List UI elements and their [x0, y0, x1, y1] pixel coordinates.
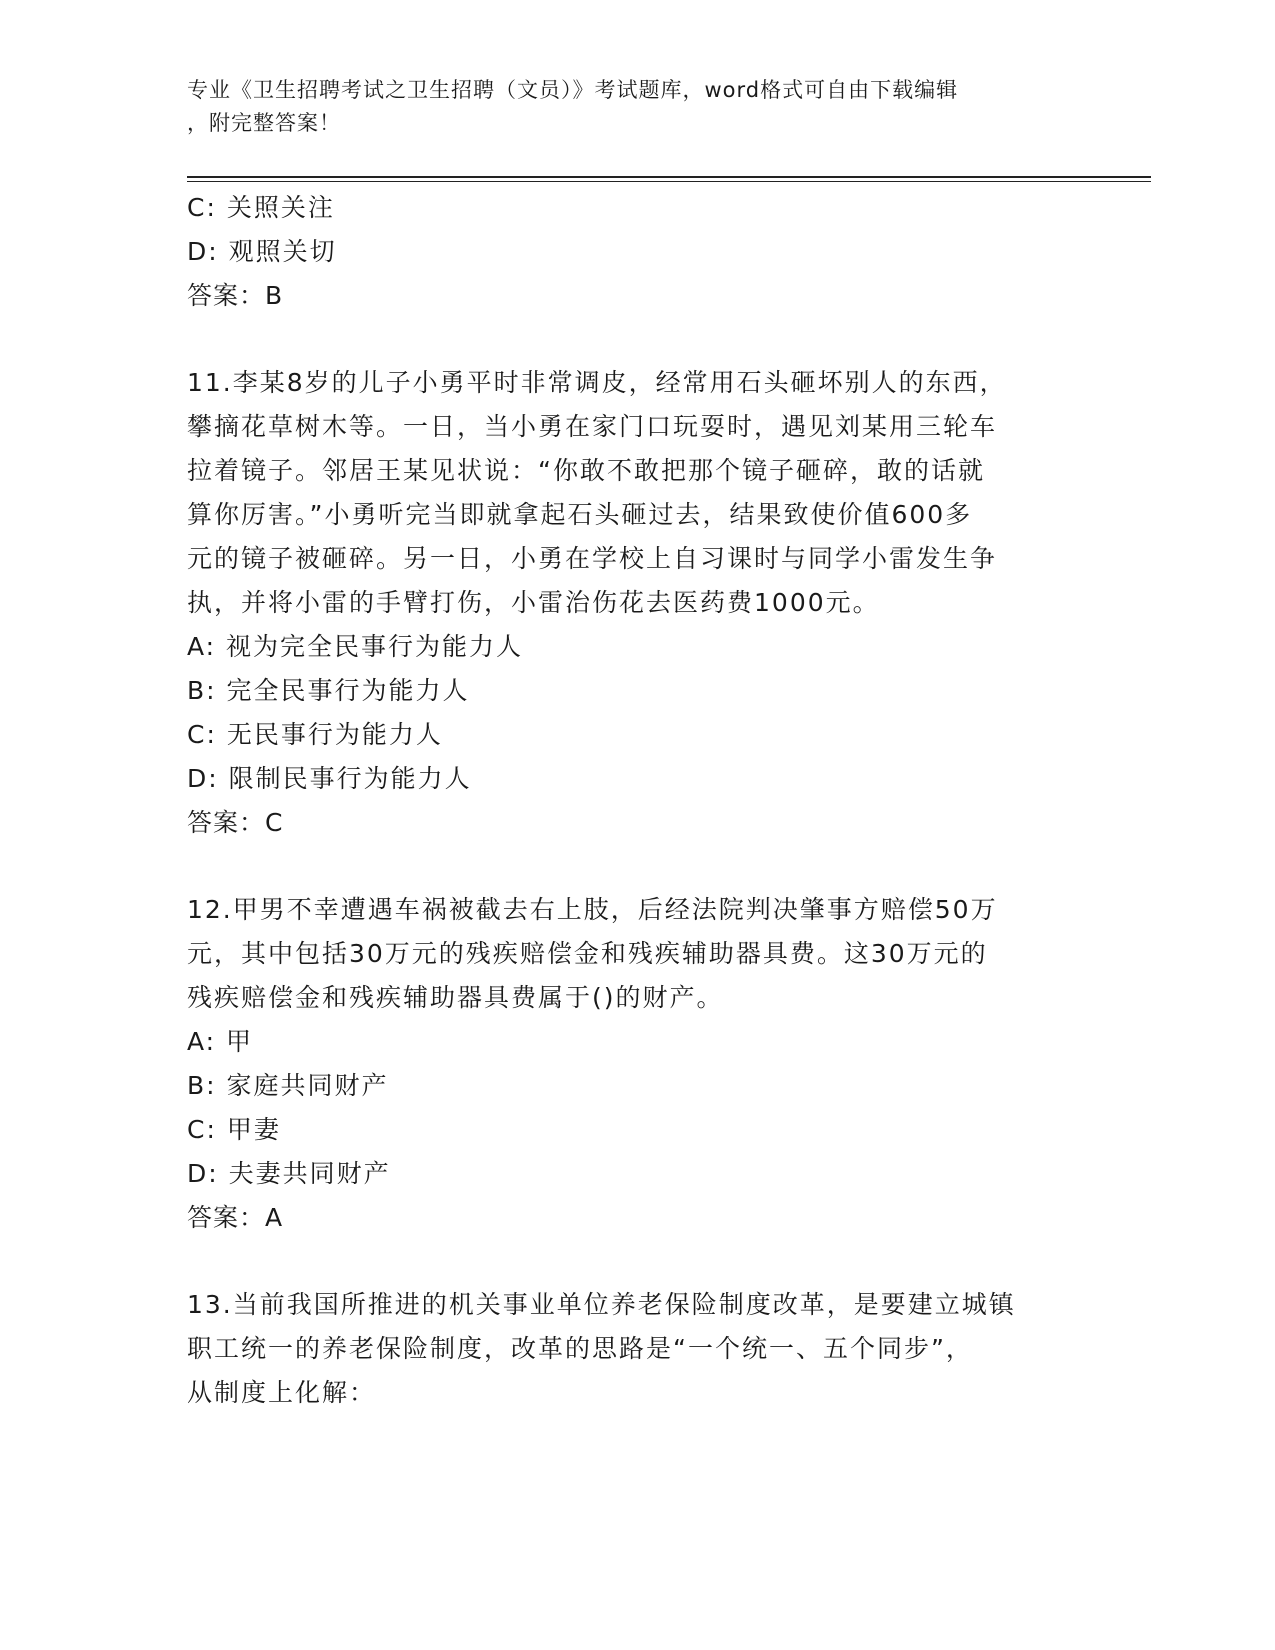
- document-body: [187, 0, 1087, 1407]
- q11-stem-line-1: 11.李某8岁的儿子小勇平时非常调皮，经常用石头砸坏别人的东西，: [187, 368, 1007, 397]
- q11-stem-line-6: 执，并将小雷的手臂打伤，小雷治伤花去医药费1000元。: [187, 588, 880, 617]
- q11-answer: 答案：C: [187, 808, 284, 837]
- q11-option-b: B: 完全民事行为能力人: [187, 676, 470, 705]
- header-line-2: ，附完整答案！: [187, 111, 341, 135]
- q12-option-a: A: 甲: [187, 1027, 254, 1056]
- q12-stem-line-2: 元，其中包括30万元的残疾赔偿金和残疾辅助器具费。这30万元的: [187, 939, 988, 968]
- q11-stem-line-3: 拉着镜子。邻居王某见状说：“你敢不敢把那个镜子砸碎，敢的话就: [187, 456, 985, 485]
- q11-stem-line-5: 元的镜子被砸碎。另一日，小勇在学校上自习课时与同学小雷发生争: [187, 544, 998, 573]
- q12-stem-line-1: 12.甲男不幸遭遇车祸被截去右上肢，后经法院判决肇事方赔偿50万: [187, 895, 998, 924]
- q11-option-d: D: 限制民事行为能力人: [187, 764, 472, 793]
- q10-option-c: C: 关照关注: [187, 193, 335, 222]
- q11-stem-line-2: 攀摘花草树木等。一日，当小勇在家门口玩耍时，遇见刘某用三轮车: [187, 412, 998, 441]
- q12-answer: 答案：A: [187, 1203, 284, 1232]
- header-line-1: 专业《卫生招聘考试之卫生招聘（文员）》考试题库，word格式可自由下载编辑: [187, 78, 959, 102]
- q11-option-c: C: 无民事行为能力人: [187, 720, 443, 749]
- q12-option-c: C: 甲妻: [187, 1115, 281, 1144]
- q13-stem-line-3: 从制度上化解：: [187, 1378, 377, 1407]
- q12-stem-line-3: 残疾赔偿金和残疾辅助器具费属于()的财产。: [187, 983, 724, 1012]
- q10-answer: 答案：B: [187, 281, 284, 310]
- q10-option-d: D: 观照关切: [187, 237, 337, 266]
- q12-option-b: B: 家庭共同财产: [187, 1071, 389, 1100]
- q13-stem-line-1: 13.当前我国所推进的机关事业单位养老保险制度改革，是要建立城镇: [187, 1290, 1016, 1319]
- q12-option-d: D: 夫妻共同财产: [187, 1159, 391, 1188]
- q13-stem-line-2: 职工统一的养老保险制度，改革的思路是“一个统一、五个同步”，: [187, 1334, 973, 1363]
- q11-stem-line-4: 算你厉害。”小勇听完当即就拿起石头砸过去，结果致使价值600多: [187, 500, 973, 529]
- q11-option-a: A: 视为完全民事行为能力人: [187, 632, 524, 661]
